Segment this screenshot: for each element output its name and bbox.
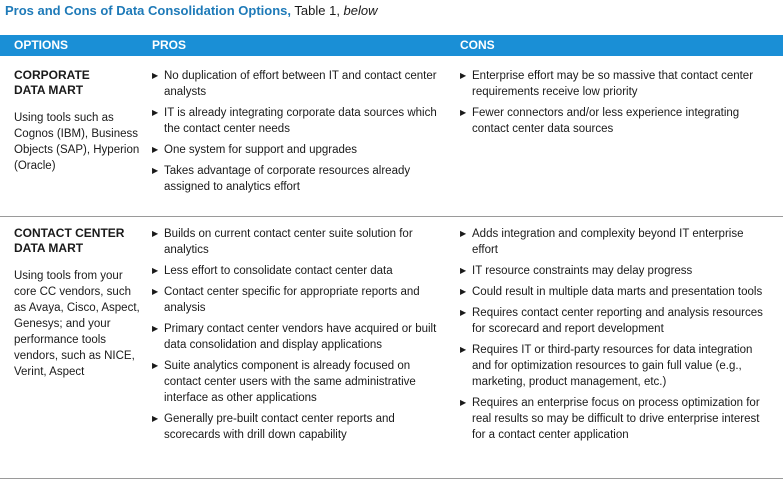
list-item [152,142,450,158]
option-description: Using tools such as Cognos (IBM), Business Objects (SAP), Hyperion (Oracle) [14,112,140,172]
list-item [152,105,450,137]
bullet-icon: ▶ [152,71,159,80]
pro-text: No duplication of effort between IT and contact center analysts [164,70,437,98]
con-text: Requires contact center reporting and analysis resources for scorecard and report development [472,307,763,335]
cons-list [460,226,772,448]
caption-title: Pros and Cons of Data Consolidation Options, [5,3,292,18]
pro-text: Contact center specific for appropriate reports and analysis [164,286,420,314]
option-description: Using tools from your core CC vendors, such as Avaya, Cisco, Aspect, Genesys; and your performance tools vendors, such as NICE, Verint, Aspect [14,270,140,378]
con-text: Could result in multiple data marts and presentation tools [472,286,763,298]
bullet-icon: ▶ [460,287,467,296]
con-text: Requires IT or third-party resources for data integration and for optimization resources to gain full value (e.g., marketing, product management, etc.) [472,344,753,388]
header-pros: PROS [152,38,187,52]
pro-text: Less effort to consolidate contact center data [164,265,393,277]
pros-list [152,68,450,200]
list-item [460,342,772,390]
list-item [152,321,450,353]
list-item [460,395,772,443]
bullet-icon: ▶ [460,229,467,238]
bullet-icon: ▶ [152,287,159,296]
bullet-icon: ▶ [152,324,159,333]
list-item [460,305,772,337]
pro-text: One system for support and upgrades [164,144,358,156]
bullet-icon: ▶ [152,414,159,423]
bullet-icon: ▶ [152,145,159,154]
bullet-icon: ▶ [460,266,467,275]
con-text: Enterprise effort may be so massive that contact center requirements receive low priority [472,70,754,98]
option-title-line2: DATA MART [14,83,84,97]
table-bottom-rule [0,478,783,479]
pro-text: IT is already integrating corporate data sources which the contact center needs [164,107,437,135]
con-text: Fewer connectors and/or less experience integrating contact center data sources [472,107,740,135]
caption-table-ref: Table 1, [291,3,344,18]
bullet-icon: ▶ [460,345,467,354]
caption-position: below [343,3,378,18]
list-item [460,105,772,137]
option-title-line1: CONTACT CENTER [14,226,125,240]
table-caption [5,3,378,18]
bullet-icon: ▶ [152,108,159,117]
list-item [152,284,450,316]
pro-text: Primary contact center vendors have acquired or built data consolidation and display applications [164,323,437,351]
bullet-icon: ▶ [152,166,159,175]
list-item [152,263,450,279]
option-title-line2: DATA MART [14,241,84,255]
bullet-icon: ▶ [460,398,467,407]
header-cons: CONS [460,38,495,52]
row-divider [0,216,783,217]
pros-list [152,226,450,448]
bullet-icon: ▶ [460,71,467,80]
con-text: Adds integration and complexity beyond IT enterprise effort [472,228,744,256]
option-title [14,68,144,98]
option-title [14,226,144,256]
pro-text: Generally pre-built contact center reports and scorecards with drill down capability [164,413,395,441]
list-item [460,263,772,279]
bullet-icon: ▶ [460,108,467,117]
table-header [0,35,783,56]
list-item [152,163,450,195]
pro-text: Takes advantage of corporate resources already assigned to analytics effort [164,165,411,193]
con-text: Requires an enterprise focus on process optimization for real results so may be difficult to drive enterprise interest for a contact center application [472,397,760,441]
list-item [460,226,772,258]
list-item [152,226,450,258]
bullet-icon: ▶ [152,229,159,238]
option-title-line1: CORPORATE [14,68,90,82]
con-text: IT resource constraints may delay progress [472,265,693,277]
bullet-icon: ▶ [152,266,159,275]
bullet-icon: ▶ [152,361,159,370]
cons-list [460,68,772,142]
list-item [460,68,772,100]
list-item [152,358,450,406]
list-item [152,68,450,100]
list-item [152,411,450,443]
list-item [460,284,772,300]
header-options: OPTIONS [14,38,69,52]
bullet-icon: ▶ [460,308,467,317]
pro-text: Builds on current contact center suite solution for analytics [164,228,413,256]
pro-text: Suite analytics component is already focused on contact center users with the same administrative interface as other applications [164,360,416,404]
